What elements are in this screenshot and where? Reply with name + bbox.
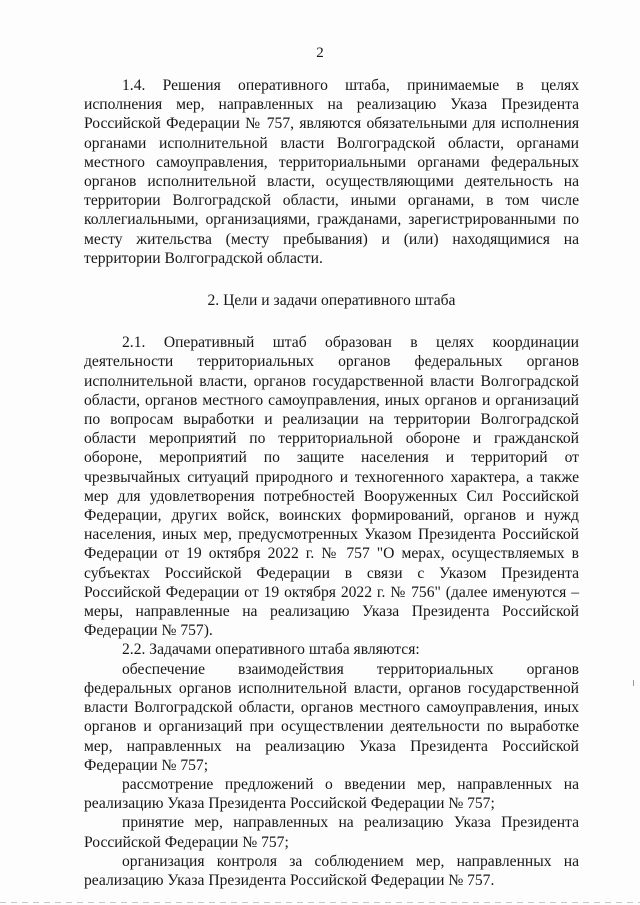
scan-artifact-mark (633, 680, 634, 686)
paragraph-1-4: 1.4. Решения оперативного штаба, принимаемые в целях исполнения мер, направленных на реализацию Указа Президента Российской Федерации № 757, являются обязательными для исполнения органами исполнительной власти Волгоградской области, органами местного самоуправления, территориальными органами федеральных органов исполнительной власти, осуществляющими деятельность на территории Волгоградской области, иными органами, в том числе коллегиальными, организациями, гражданами, зарегистрированными по месту жительства (месту пребывания) и (или) находящимися на территории Волгоградской области. (84, 77, 579, 267)
task-item: организация контроля за соблюдением мер, направленных на реализацию Указа Президента Российской Федерации № 757. (84, 852, 579, 889)
section-heading: 2. Цели и задачи оперативного штаба (207, 292, 456, 310)
page-number: 2 (316, 45, 324, 61)
task-item: рассмотрение предложений о введении мер, направленных на реализацию Указа Президента Российской Федерации № 757; (84, 775, 579, 813)
task-item: принятие мер, направленных на реализацию Указа Президента Российской Федерации № 757; (84, 814, 579, 851)
paragraph-2-2: 2.2. Задачами оперативного штаба являются: (122, 641, 420, 659)
document-body (84, 76, 579, 890)
paragraph-2-1: 2.1. Оперативный штаб образован в целях координации деятельности территориальных органов федеральных органов исполнительной власти, органов государственной власти Волгоградской области, органов местного самоуправления, иных органов и организаций по вопросам выработки и реализации на территории Волгоградской области мероприятий по территориальной обороне и гражданской обороне, мероприятий по защите населения и территорий от чрезвычайных ситуаций природного и техногенного характера, а также мер для удовлетворения потребностей Вооруженных Сил Российской Федерации, других войск, воинских формирований, органов и нужд населения, иных мер, предусмотренных Указом Президента Российской Федерации от 19 октября 2022 г. № 757 "О мерах, осуществляемых в субъектах Российской Федерации в связи с Указом Президента Российской Федерации от 19 октября 2022 г. № 756" (далее именуются – меры, направленные на реализацию Указа Президента Российской Федерации № 757). (84, 334, 579, 640)
scan-artifact-line (0, 902, 640, 903)
task-item: обеспечение взаимодействия территориальных органов федеральных органов исполнительной власти, органов государственной власти Волгоградской области, органов местного самоуправления, иных органов и организаций при осуществлении деятельности по выработке мер, направленных на реализацию Указа Президента Российской Федерации № 757; (84, 660, 579, 774)
